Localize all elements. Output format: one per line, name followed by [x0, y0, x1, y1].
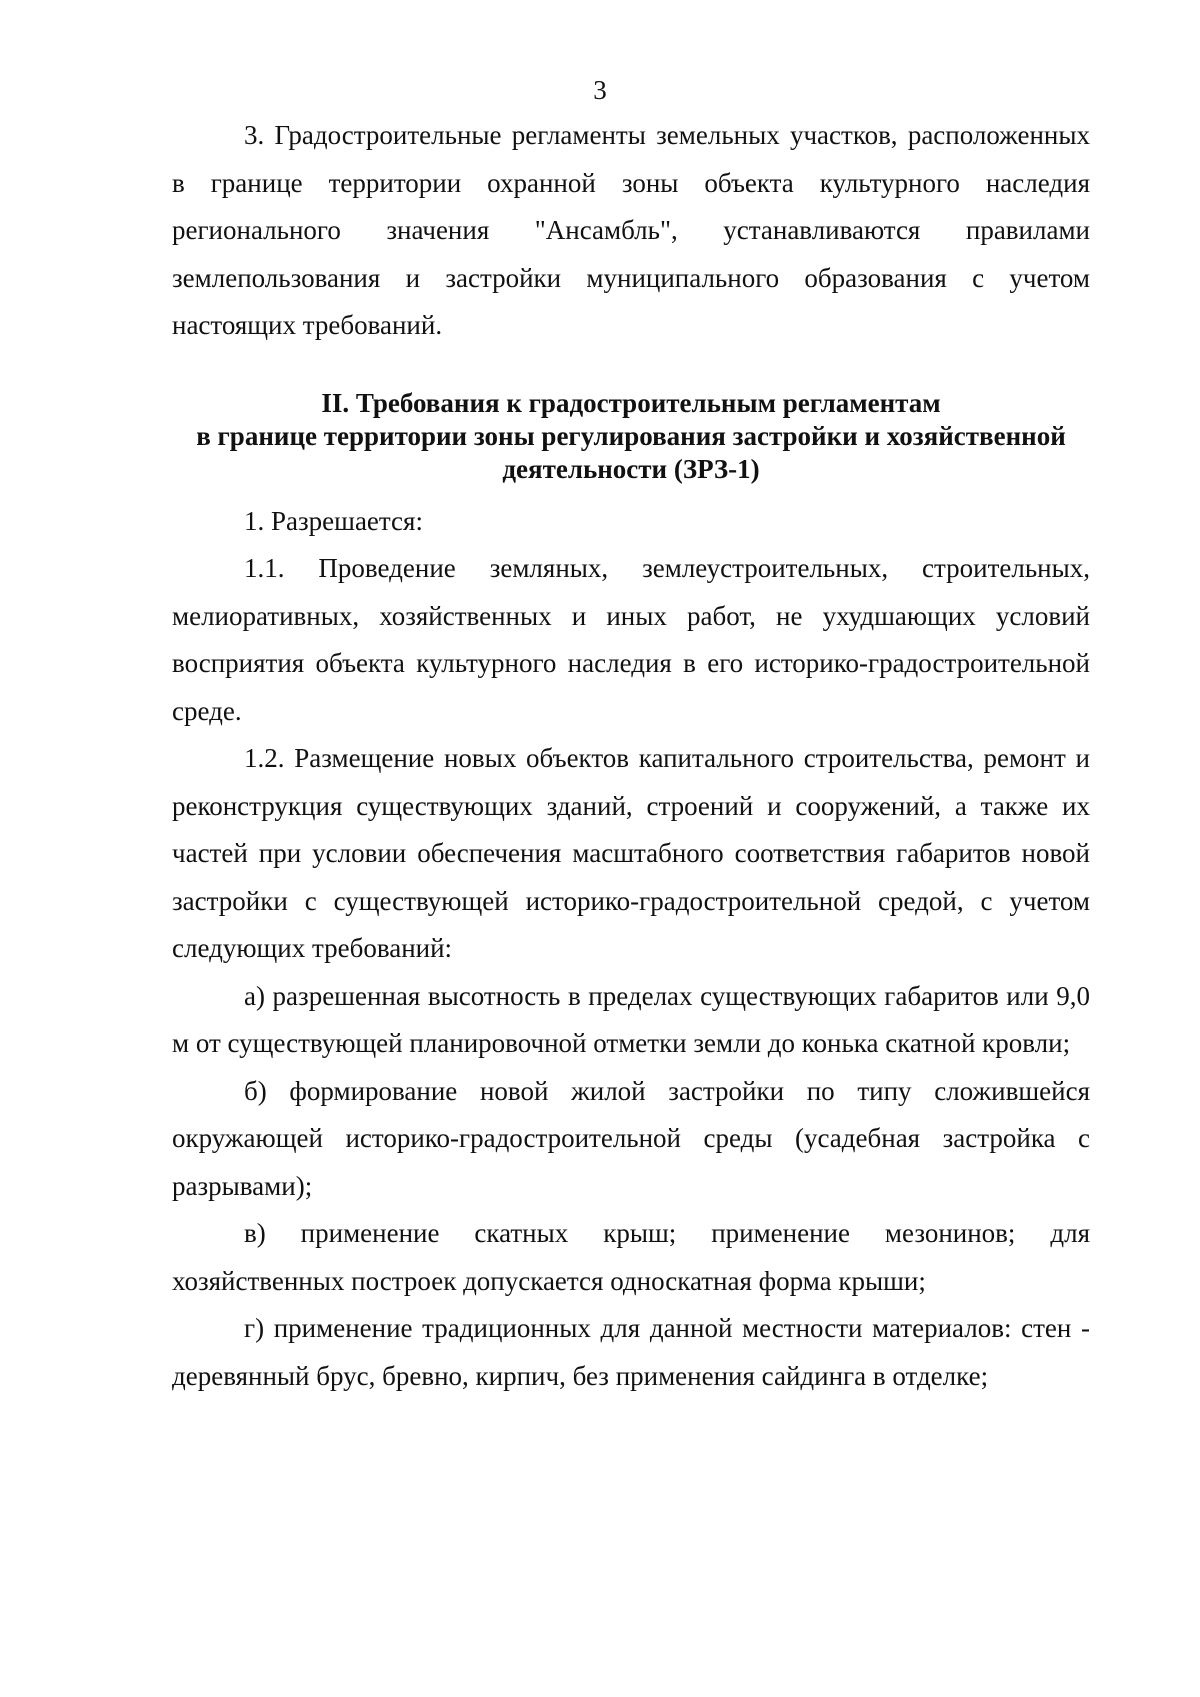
- paragraph-1-2: 1.2. Размещение новых объектов капитального строительства, ремонт и реконструкция существующих зданий, строений и сооружений, а также их частей при условии обеспечения масштабного соответствия габаритов новой застройки с существующей историко-градостроительной средой, с учетом следующих требований:: [172, 743, 1090, 963]
- section-heading-line-3: деятельности (ЗРЗ-1): [502, 453, 760, 484]
- paragraph-item-g: г) применение традиционных для данной местности материалов: стен - деревянный брус, бревно, кирпич, без применения сайдинга в отделке;: [172, 1313, 1090, 1391]
- paragraph-1-1: 1.1. Проведение земляных, землеустроительных, строительных, мелиоративных, хозяйственных и иных работ, не ухудшающих условий восприятия объекта культурного наследия в его историко-градостроительной среде.: [172, 553, 1090, 726]
- section-heading-line-2: в границе территории зоны регулирования застройки и хозяйственной: [196, 420, 1066, 451]
- paragraph-item-b: б) формирование новой жилой застройки по типу сложившейся окружающей историко-градостроительной среды (усадебная застройка с разрывами);: [172, 1075, 1090, 1201]
- section-heading-line-1: II. Требования к градостроительным регламентам: [321, 387, 941, 418]
- paragraph-allowed: 1. Разрешается:: [244, 505, 423, 536]
- document-body: [172, 112, 1090, 1400]
- paragraph-3-regulations: 3. Градостроительные регламенты земельных участков, расположенных в границе территории охранной зоны объекта культурного наследия регионального значения "Ансамбль", устанавливаются правилами землепользования и застройки муниципального образования с учетом настоящих требований.: [172, 120, 1090, 340]
- paragraph-item-a: а) разрешенная высотность в пределах существующих габаритов или 9,0 м от существующей планировочной отметки земли до конька скатной кровли;: [172, 980, 1090, 1058]
- page-number: 3: [593, 75, 607, 105]
- paragraph-item-v: в) применение скатных крыш; применение мезонинов; для хозяйственных построек допускается односкатная форма крыши;: [172, 1218, 1090, 1296]
- section-heading: [172, 387, 1090, 486]
